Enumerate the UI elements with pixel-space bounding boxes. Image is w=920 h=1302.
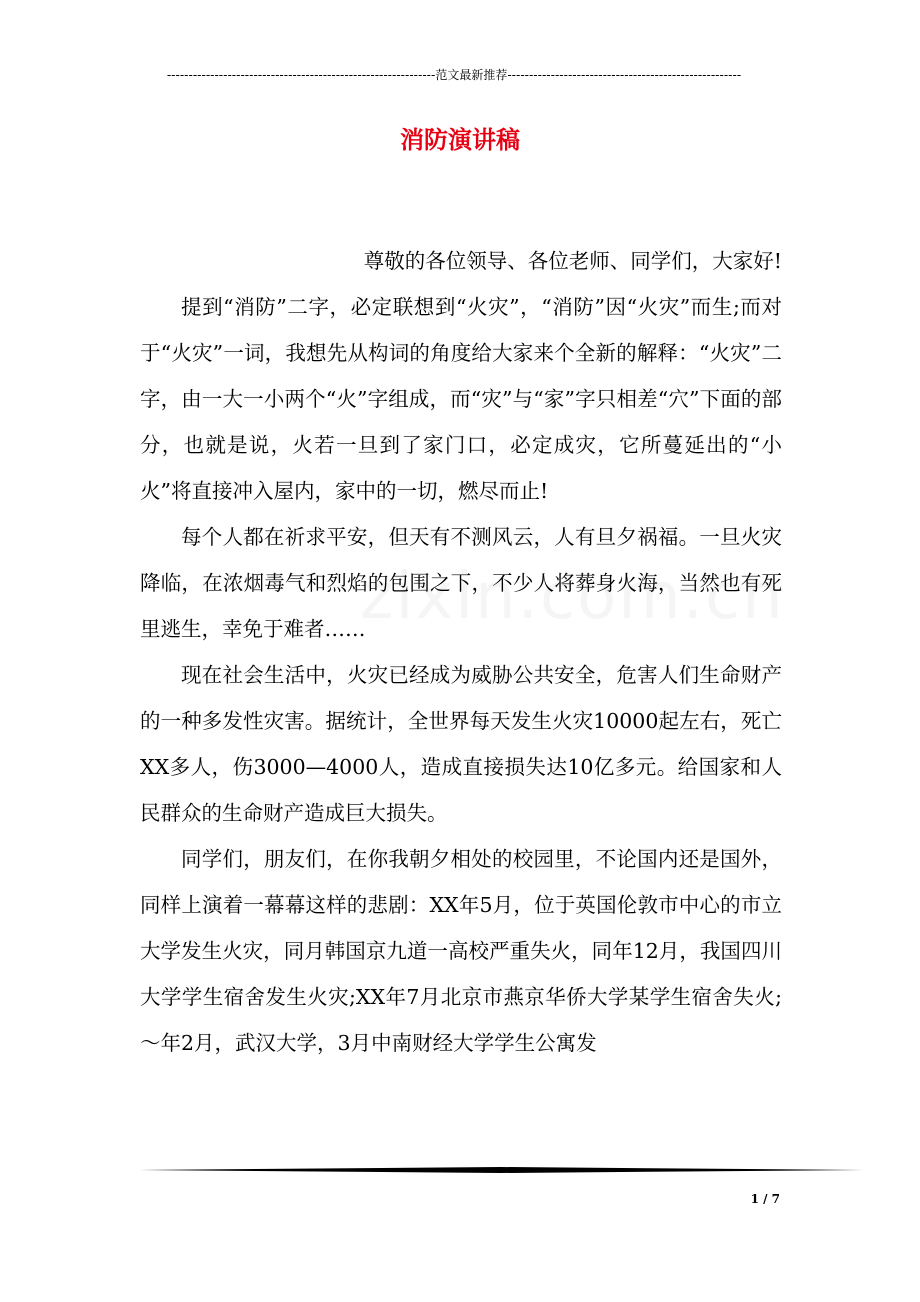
header-dashes-left: --------------------------------------------------------------	[166, 68, 436, 82]
paragraph-1: 提到“消防”二字，必定联想到“火灾”，“消防”因“火灾”而生;而对于“火灾”一词，我想先从构词的角度给大家来个全新的解释：“火灾”二字，由一大一小两个“火”字组成，而“灾”与“家”字只相差“穴”下面的部分，也就是说，火若一旦到了家门口，必定成灾，它所蔓延出的“小火”将直接冲入屋内，家中的一切，燃尽而止!	[140, 295, 782, 503]
document-body	[140, 238, 782, 1066]
header-dashes-right: ------------------------------------------------------	[507, 68, 742, 82]
header-label: 范文最新推荐	[435, 68, 508, 82]
paragraph-2: 每个人都在祈求平安，但天有不测风云，人有旦夕祸福。一旦火灾降临，在浓烟毒气和烈焰的包围之下，不少人将葬身火海，当然也有死里逃生，幸免于难者……	[140, 525, 782, 641]
greeting: 尊敬的各位领导、各位老师、同学们，大家好!	[363, 249, 782, 273]
document-title: 消防演讲稿	[400, 125, 520, 154]
footer-rule	[139, 1167, 863, 1173]
paragraph-3: 现在社会生活中，火灾已经成为威胁公共安全，危害人们生命财产的一种多发性灾害。据统计，全世界每天发生火灾10000起左右，死亡XX多人，伤3000—4000人，造成直接损失达10亿多元。给国家和人民群众的生命财产造成巨大损失。	[140, 663, 782, 825]
page-number: 1 / 7	[750, 1192, 780, 1206]
paragraph-4: 同学们，朋友们，在你我朝夕相处的校园里，不论国内还是国外，同样上演着一幕幕这样的悲剧：XX年5月，位于英国伦敦市中心的市立大学发生火灾，同月韩国京九道一高校严重失火，同年12月，我国四川大学学生宿舍发生火灾;XX年7月北京市燕京华侨大学某学生宿舍失火;～年2月，武汉大学，3月中南财经大学学生公寓发	[140, 847, 782, 1055]
header-line	[139, 66, 769, 84]
